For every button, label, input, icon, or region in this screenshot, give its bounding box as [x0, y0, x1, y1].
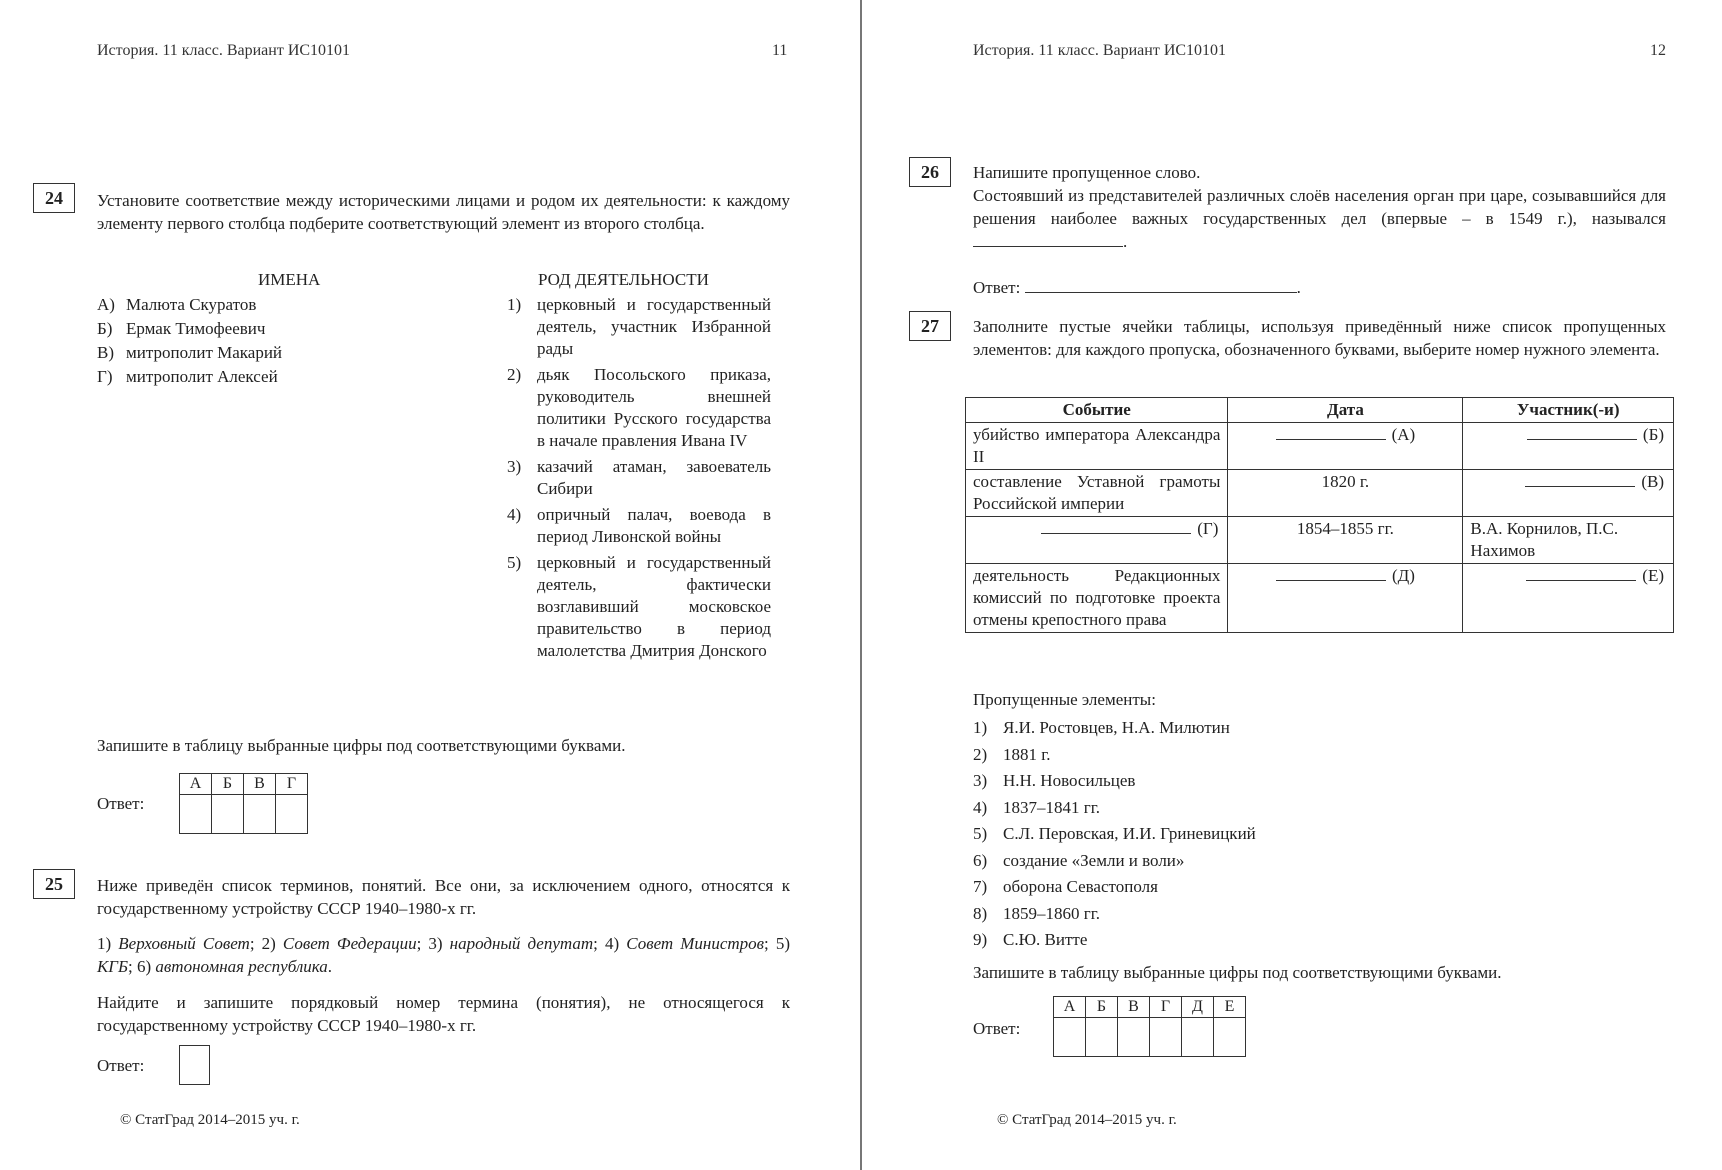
names-column-title: ИМЕНА	[258, 270, 321, 289]
answer-cell[interactable]	[180, 795, 212, 834]
answer-column-letter: В	[244, 774, 276, 795]
answer-cell[interactable]	[1118, 1018, 1150, 1057]
term-text: Совет Министров	[626, 934, 765, 953]
missing-element-text: С.Ю. Витте	[1003, 930, 1088, 949]
missing-element-item	[973, 770, 1256, 792]
deed-text: церковный и государственный деятель, фактически возглавивший московское правительство в период малолетства Дмитрия Донского	[537, 553, 771, 660]
answer-column-letter: А	[180, 774, 212, 795]
participant-cell	[1463, 564, 1674, 633]
missing-element-number: 7)	[973, 877, 988, 896]
events-table-row	[966, 470, 1674, 517]
event-cell	[966, 564, 1228, 633]
blank-letter: (Д)	[1391, 566, 1415, 585]
date-cell	[1228, 517, 1463, 564]
deed-text: дьяк Посольского приказа, руководитель внешней политики Русского государства в начале правления Ивана IV	[537, 365, 771, 450]
right-footer: © СтатГрад 2014–2015 уч. г.	[997, 1112, 1177, 1128]
question-24-answer-table[interactable]	[179, 773, 308, 834]
event-cell-text: деятельность Редакционных комиссий по подготовке проекта отмены крепостного права	[973, 566, 1221, 629]
answer-column-letter: Г	[1150, 997, 1182, 1018]
page-divider	[860, 0, 862, 1170]
missing-element-item	[973, 903, 1256, 925]
name-text: митрополит Макарий	[126, 343, 283, 362]
blank-letter: (Б)	[1642, 425, 1664, 444]
term-text: автономная республика	[155, 957, 328, 976]
missing-element-number: 4)	[973, 797, 988, 817]
table-header-cell: Участник(-и)	[1463, 398, 1674, 423]
missing-elements-title: Пропущенные элементы:	[973, 690, 1156, 709]
missing-element-text: Н.Н. Новосильцев	[1003, 771, 1136, 790]
term-text: Совет Федерации	[282, 934, 417, 953]
term-text: Верховный Совет	[118, 934, 250, 953]
name-item	[97, 294, 282, 316]
deed-item	[507, 456, 771, 500]
answer-column-letter: Б	[1086, 997, 1118, 1018]
missing-element-item	[973, 797, 1256, 819]
question-26-inline-blank	[973, 232, 1123, 247]
left-page-number: 11	[772, 42, 788, 59]
term-number: 5)	[775, 934, 791, 953]
deed-text: церковный и государственный деятель, участник Избранной рады	[537, 295, 771, 358]
deeds-column-title: РОД ДЕЯТЕЛЬНОСТИ	[538, 270, 709, 289]
answer-column-letter: В	[1118, 997, 1150, 1018]
missing-element-item	[973, 823, 1256, 845]
events-table-row	[966, 423, 1674, 470]
blank-letter: (В)	[1641, 472, 1664, 491]
question-25-terms	[97, 932, 790, 978]
date-cell	[1228, 470, 1463, 517]
missing-element-item	[973, 717, 1256, 739]
term-number: 2)	[261, 934, 276, 953]
question-24-instruction: Запишите в таблицу выбранные цифры под соответствующими буквами.	[97, 736, 626, 755]
missing-element-number: 9)	[973, 930, 988, 949]
answer-cell[interactable]	[1150, 1018, 1182, 1057]
deed-key: 5)	[507, 553, 522, 572]
term-number: 3)	[428, 934, 443, 953]
fill-in-blank[interactable]	[1276, 425, 1386, 440]
fill-in-blank[interactable]	[1276, 566, 1386, 581]
deed-item	[507, 364, 771, 452]
date-cell-text: 1820 г.	[1321, 472, 1370, 491]
missing-element-number: 5)	[973, 824, 988, 843]
question-24-text: Установите соответствие между историческими лицами и родом их деятельности: к каждому элементу первого столбца подберите соответствующий элемент из второго столбца.	[97, 191, 790, 233]
deeds-list	[507, 294, 771, 666]
missing-element-item	[973, 744, 1256, 766]
name-text: митрополит Алексей	[126, 367, 278, 386]
term-separator: ;	[249, 934, 262, 953]
missing-element-text: 1881 г.	[1003, 744, 1051, 764]
date-cell-text: 1854–1855 гг.	[1296, 519, 1394, 538]
participant-cell	[1463, 423, 1674, 470]
name-item	[97, 342, 282, 364]
missing-elements-list	[973, 717, 1256, 956]
question-26-answer-row: Ответ: .	[973, 278, 1301, 297]
events-table-row	[966, 517, 1674, 564]
answer-column-letter: Б	[212, 774, 244, 795]
answer-column-letter: А	[1054, 997, 1086, 1018]
blank-letter: (Г)	[1197, 519, 1219, 538]
answer-column-letter: Д	[1182, 997, 1214, 1018]
term-separator: ;	[128, 957, 137, 976]
term-number: 4)	[604, 934, 620, 953]
question-25-number: 25	[33, 869, 75, 899]
blank-letter: (Е)	[1642, 566, 1664, 585]
answer-cell[interactable]	[1086, 1018, 1118, 1057]
name-text: Малюта Скуратов	[126, 295, 257, 314]
event-cell-text: убийство императора Александра II	[973, 425, 1221, 466]
term-separator: ;	[416, 934, 429, 953]
deed-item	[507, 294, 771, 360]
name-key: А)	[97, 295, 115, 314]
question-27-number: 27	[909, 311, 951, 341]
table-header-cell: Дата	[1228, 398, 1463, 423]
table-header-cell: Событие	[966, 398, 1228, 423]
left-page-header: История. 11 класс. Вариант ИС10101	[97, 42, 351, 59]
question-27-text: Заполните пустые ячейки таблицы, используя приведённый ниже список пропущенных элементов: для каждого пропуска, обозначенного буквами, выберите номер нужного элемента.	[973, 317, 1666, 359]
missing-element-text: оборона Севастополя	[1003, 877, 1158, 896]
deed-key: 2)	[507, 365, 522, 384]
deed-key: 1)	[507, 295, 522, 314]
event-cell-text: составление Уставной грамоты Российской империи	[973, 472, 1221, 513]
term-separator: ;	[764, 934, 776, 953]
left-footer: © СтатГрад 2014–2015 уч. г.	[120, 1112, 300, 1128]
missing-element-number: 6)	[973, 850, 988, 870]
term-number: 1)	[97, 934, 112, 953]
question-26-text-block: Состоявший из представителей различных слоёв населения орган при царе, созывавшийся для решения наиболее важных государственных дел (впервые – в 1549 г.), назывался .	[973, 186, 1666, 251]
deed-text: опричный палач, воевода в период Ливонской войны	[537, 505, 771, 546]
missing-element-number: 8)	[973, 903, 988, 923]
question-26-line1: Напишите пропущенное слово.	[973, 163, 1201, 182]
answer-cell[interactable]	[276, 795, 308, 834]
deed-key: 4)	[507, 505, 522, 524]
question-26-answer-line[interactable]	[1025, 278, 1297, 293]
answer-column-letter: Г	[276, 774, 308, 795]
missing-element-text: С.Л. Перовская, И.И. Гриневицкий	[1003, 824, 1256, 843]
question-25-text: Ниже приведён список терминов, понятий. Все они, за исключением одного, относятся к государственному устройству СССР 1940–1980-х гг.	[97, 876, 790, 918]
missing-element-item	[973, 850, 1256, 872]
question-25-answer-box[interactable]	[179, 1045, 210, 1085]
name-text: Ермак Тимофеевич	[126, 319, 266, 338]
question-24-number: 24	[33, 183, 75, 213]
name-key: Г)	[97, 367, 113, 386]
name-item	[97, 366, 282, 388]
question-27-answer-label: Ответ:	[973, 1019, 1021, 1038]
participant-cell-text: В.А. Корнилов, П.С. Нахимов	[1470, 519, 1619, 560]
deed-text: казачий атаман, завоеватель Сибири	[537, 457, 771, 498]
answer-cell[interactable]	[1182, 1018, 1214, 1057]
term-text: народный депутат	[449, 934, 594, 953]
name-key: В)	[97, 343, 114, 362]
deed-key: 3)	[507, 457, 522, 476]
fill-in-blank[interactable]	[1527, 425, 1637, 440]
question-27-instruction: Запишите в таблицу выбранные цифры под соответствующими буквами.	[973, 963, 1502, 982]
term-separator: .	[327, 957, 333, 976]
missing-element-text: создание «Земли и воли»	[1003, 850, 1185, 870]
term-text: КГБ	[97, 957, 128, 976]
blank-letter: (А)	[1391, 425, 1416, 444]
question-25-answer-label: Ответ:	[97, 1056, 145, 1075]
right-page-number: 12	[1650, 42, 1666, 59]
question-26-text: Состоявший из представителей различных слоёв населения орган при царе, созывавшийся для решения наиболее важных государственных дел (впервые – в 1549 г.), назывался	[973, 186, 1666, 228]
deed-item	[507, 552, 771, 662]
missing-element-item	[973, 929, 1256, 951]
deed-item	[507, 504, 771, 548]
participant-cell	[1463, 517, 1674, 564]
answer-column-letter: Е	[1214, 997, 1246, 1018]
event-cell	[966, 423, 1228, 470]
answer-cell[interactable]	[1054, 1018, 1086, 1057]
question-26-answer-label: Ответ:	[973, 278, 1021, 297]
fill-in-blank[interactable]	[1526, 566, 1636, 581]
missing-element-number: 2)	[973, 744, 988, 764]
event-cell	[966, 470, 1228, 517]
name-item	[97, 318, 282, 340]
missing-element-text: 1859–1860 гг.	[1003, 903, 1101, 923]
missing-element-text: 1837–1841 гг.	[1003, 797, 1101, 817]
event-cell	[966, 517, 1228, 564]
fill-in-blank[interactable]	[1525, 472, 1635, 487]
missing-element-text: Я.И. Ростовцев, Н.А. Милютин	[1003, 718, 1230, 737]
date-cell	[1228, 564, 1463, 633]
missing-element-number: 3)	[973, 771, 988, 790]
names-list	[97, 294, 282, 390]
term-separator: ;	[593, 934, 605, 953]
name-key: Б)	[97, 319, 113, 338]
right-page-header: История. 11 класс. Вариант ИС10101	[973, 42, 1227, 59]
term-number: 6)	[136, 957, 152, 976]
question-24-answer-label: Ответ:	[97, 794, 145, 813]
fill-in-blank[interactable]	[1041, 519, 1191, 534]
missing-element-number: 1)	[973, 718, 988, 737]
answer-cell[interactable]	[212, 795, 244, 834]
question-26-number: 26	[909, 157, 951, 187]
events-table	[965, 397, 1674, 633]
question-25-task: Найдите и запишите порядковый номер термина (понятия), не относящегося к государственному устройству СССР 1940–1980-х гг.	[97, 993, 790, 1035]
question-27-answer-table[interactable]	[1053, 996, 1246, 1057]
events-table-row	[966, 564, 1674, 633]
participant-cell	[1463, 470, 1674, 517]
answer-cell[interactable]	[1214, 1018, 1246, 1057]
answer-cell[interactable]	[244, 795, 276, 834]
missing-element-item	[973, 876, 1256, 898]
date-cell	[1228, 423, 1463, 470]
